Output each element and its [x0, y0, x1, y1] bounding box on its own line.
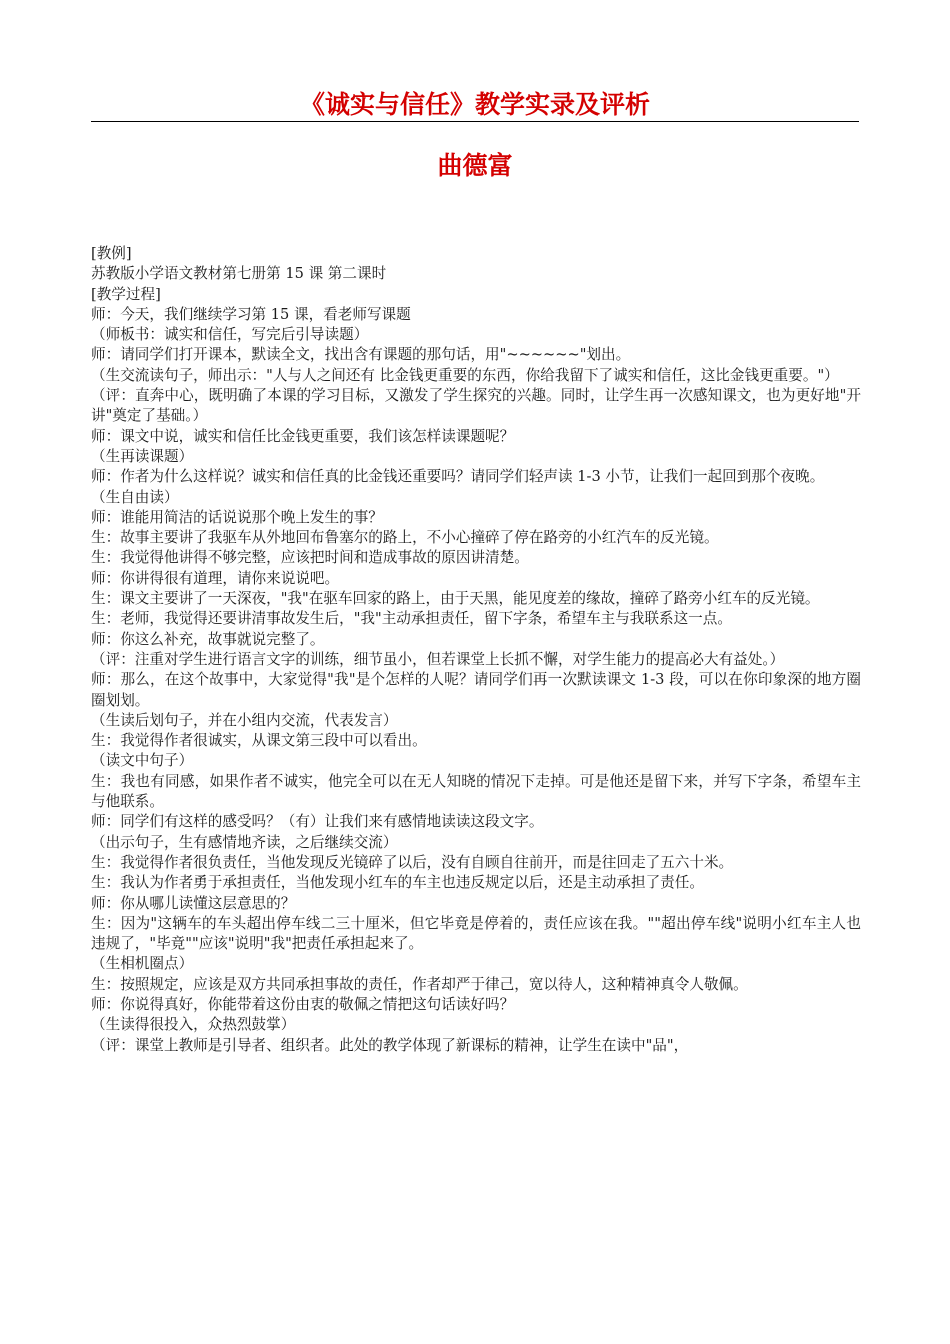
body-line: [教学过程]	[91, 285, 161, 303]
body-line: 生：我觉得他讲得不够完整，应该把时间和造成事故的原因讲清楚。	[91, 549, 529, 567]
author-name: 曲德富	[437, 151, 513, 180]
body-line: 师：今天，我们继续学习第 15 课，看老师写课题	[91, 305, 411, 323]
body-line: （评：注重对学生进行语言文字的训练，细节虽小，但若课堂上长抓不懈，对学生能力的提高必大有益处。）	[91, 650, 785, 668]
body-line: 师：谁能用简洁的话说说那个晚上发生的事？	[91, 508, 383, 526]
body-line: （评：课堂上教师是引导者、组织者。此处的教学体现了新课标的精神，让学生在读中"品"，	[91, 1036, 689, 1054]
body-line: 师：作者为什么这样说？诚实和信任真的比金钱还重要吗？请同学们轻声读 1-3 小节，让我们一起回到那个夜晚。	[91, 468, 825, 486]
body-line: （生自由读）	[91, 488, 179, 506]
body-line: 生：我也有同感，如果作者不诚实，他完全可以在无人知晓的情况下走掉。可是他还是留下来，并写下字条，希望车主与他联系。	[91, 772, 861, 811]
body-line: 师：你讲得很有道理，请你来说说吧。	[91, 569, 340, 587]
body-line: （评：直奔中心，既明确了本课的学习目标，又激发了学生探究的兴趣。同时，让学生再一次感知课文，也为更好地"开讲"奠定了基础。）	[91, 387, 861, 425]
body-line: 师：你说得真好，你能带着这份由衷的敬佩之情把这句话读好吗？	[91, 995, 515, 1013]
body-line: 生：按照规定，应该是双方共同承担事故的责任，作者却严于律己，宽以待人，这种精神真令人敬佩。	[91, 975, 748, 993]
body-line: 师：那么，在这个故事中，大家觉得"我"是个怎样的人呢？请同学们再一次默读课文 1-3 段，可以在你印象深的地方圈圈划划。	[91, 671, 861, 709]
body-line: 师：同学们有这样的感受吗？（有）让我们来有感情地读读这段文字。	[91, 813, 544, 831]
document-body	[91, 244, 861, 1056]
body-line: 生：我认为作者勇于承担责任，当他发现小红车的车主也违反规定以后，还是主动承担了责任。	[91, 874, 704, 892]
body-line: 师：你这么补充，故事就说完整了。	[91, 630, 325, 648]
body-line: （生读得很投入，众热烈鼓掌）	[91, 1016, 296, 1034]
body-line: 苏教版小学语文教材第七册第 15 课 第二课时	[91, 265, 387, 283]
body-line: 生：故事主要讲了我驱车从外地回布鲁塞尔的路上，不小心撞碎了停在路旁的小红汽车的反光镜。	[91, 529, 719, 547]
body-line: 生：课文主要讲了一天深夜，"我"在驱车回家的路上，由于天黑，能见度差的缘故，撞碎了路旁小红车的反光镜。	[91, 590, 820, 608]
body-line: 师：课文中说，诚实和信任比金钱更重要，我们该怎样读课题呢？	[91, 427, 515, 445]
body-line: （师板书：诚实和信任，写完后引导读题）	[91, 326, 369, 344]
body-line: 师：你从哪儿读懂这层意思的？	[91, 894, 296, 912]
body-line: [教例]	[91, 245, 132, 262]
body-line: （生读后划句子，并在小组内交流，代表发言）	[91, 711, 398, 729]
body-line: （生交流读句子，师出示："人与人之间还有 比金钱更重要的东西，你给我留下了诚实和信任，这比金钱更重要。"）	[91, 366, 839, 384]
body-line: 生：老师，我觉得还要讲清事故发生后，"我"主动承担责任，留下字条，希望车主与我联系这一点。	[91, 610, 732, 628]
body-line: （出示句子，生有感情地齐读，之后继续交流）	[91, 833, 398, 851]
body-line: （读文中句子）	[91, 752, 194, 770]
body-line: （生再读课题）	[91, 447, 194, 465]
body-line: 生：我觉得作者很诚实，从课文第三段中可以看出。	[91, 732, 427, 750]
body-line: 生：我觉得作者很负责任，当他发现反光镜碎了以后，没有自顾自往前开，而是往回走了五六十米。	[91, 853, 734, 871]
document-title: 《诚实与信任》教学实录及评析	[299, 90, 650, 119]
body-line: 生：因为"这辆车的车头超出停车线二三十厘米，但它毕竟是停着的，责任应该在我。""超出停车线"说明小红车主人也违规了，"毕竟""应该"说明"我"把责任承担起来了。	[91, 914, 861, 953]
body-line: 师：请同学们打开课本，默读全文，找出含有课题的那句话，用"~~~~~~"划出。	[91, 346, 631, 364]
title-divider	[91, 121, 859, 122]
body-line: （生相机圈点）	[91, 955, 194, 973]
